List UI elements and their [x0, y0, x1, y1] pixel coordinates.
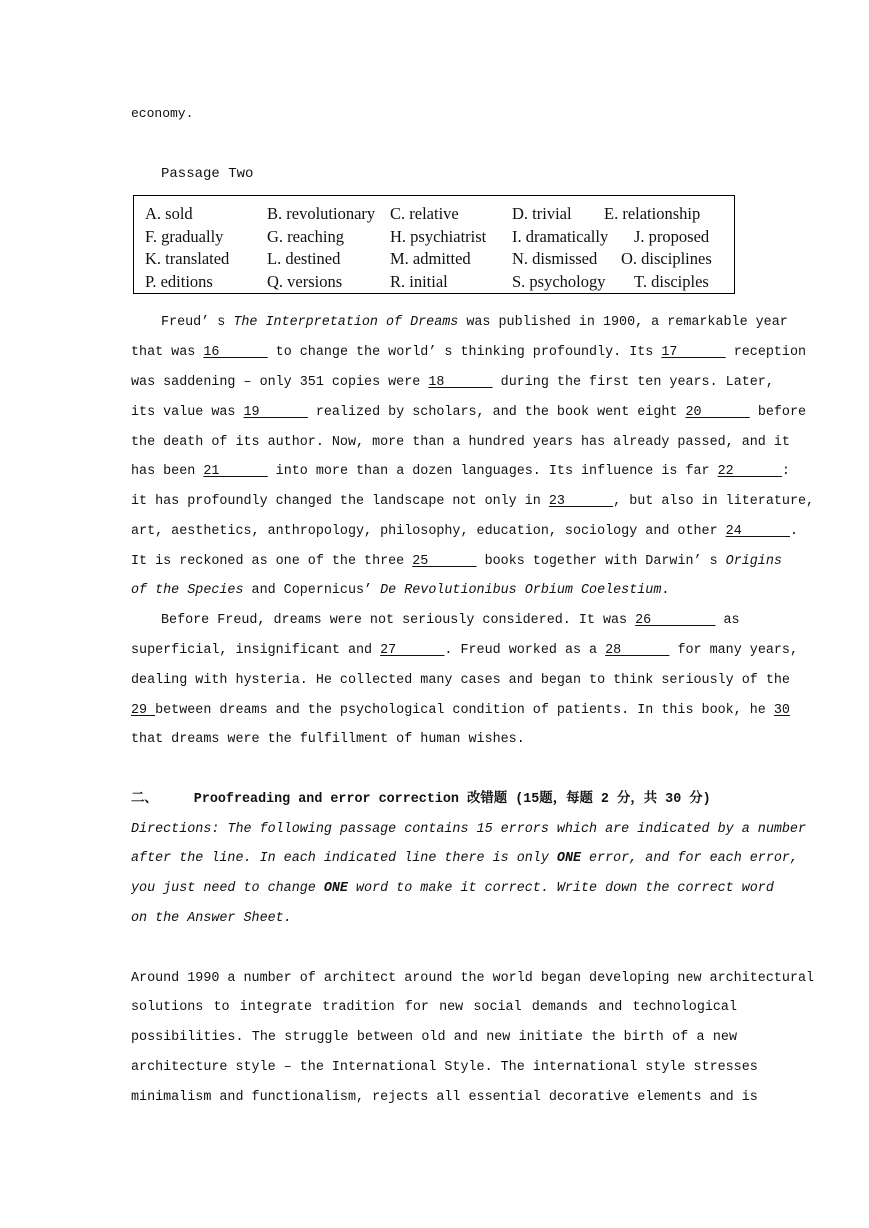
blank-17: 17 [661, 345, 726, 360]
word-option: O. disciplines [621, 249, 712, 268]
word-option: B. revolutionary [267, 204, 376, 223]
word-option: S. psychology [512, 272, 606, 291]
section-heading [131, 790, 737, 810]
passage-line: Before Freud, dreams were not seriously considered. It was 26 as [161, 613, 740, 628]
blank-24: 24 [725, 524, 790, 539]
word-option: D. trivial [512, 204, 572, 223]
passage-line: its value was 19 realized by scholars, and the book went eight 20 before [131, 405, 807, 420]
word-bank-box [133, 195, 735, 294]
word-option: F. gradually [145, 227, 224, 246]
passage-line: was saddening – only 351 copies were 18 during the first ten years. Later, [131, 375, 774, 390]
passage-line: art, aesthetics, anthropology, philosophy, education, sociology and other 24 . [131, 524, 798, 539]
blank-18: 18 [428, 375, 493, 390]
proofreading-line: solutions to integrate tradition for new social demands and technological [131, 1000, 737, 1015]
blank-20: 20 [685, 405, 750, 420]
directions-line: Directions: The following passage contains 15 errors which are indicated by a number [131, 822, 806, 837]
blank-27: 27 [380, 643, 445, 658]
word-option: G. reaching [267, 227, 344, 246]
word-option: A. sold [145, 204, 193, 223]
blank-23: 23 [548, 494, 614, 509]
section-title: Proofreading and error correction 改错题 (15题，每题 2 分，共 30 分) [193, 792, 711, 807]
word-option: C. relative [390, 204, 459, 223]
blank-22: 22 [717, 464, 782, 479]
blank-30: 30 [773, 703, 790, 718]
word-option: N. dismissed [512, 249, 598, 268]
blank-29: 29 [131, 703, 156, 718]
passage-title: Passage Two [161, 166, 254, 182]
proofreading-line: possibilities. The struggle between old and new initiate the birth of a new [131, 1030, 737, 1045]
word-option: T. disciples [634, 272, 709, 291]
passage-line: has been 21 into more than a dozen languages. Its influence is far 22 : [131, 464, 790, 479]
word-option: L. destined [267, 249, 341, 268]
passage-line: that dreams were the fulfillment of human wishes. [131, 732, 525, 747]
book-title: The Interpretation of Dreams [233, 315, 459, 330]
word-option: H. psychiatrist [390, 227, 487, 246]
word-option: Q. versions [267, 272, 343, 291]
blank-21: 21 [203, 464, 268, 479]
passage-line: that was 16 to change the world’ s thinking profoundly. Its 17 reception [131, 345, 807, 360]
word-option: J. proposed [634, 227, 710, 246]
blank-28: 28 [605, 643, 670, 658]
directions-line: you just need to change ONE word to make it correct. Write down the correct word [131, 881, 774, 896]
directions-line: on the Answer Sheet. [131, 911, 292, 926]
passage-line: it has profoundly changed the landscape not only in 23 , but also in literature, [131, 494, 815, 509]
proofreading-line: architecture style – the International Style. The international style stresses [131, 1060, 758, 1075]
word-option: K. translated [145, 249, 230, 268]
passage-line: dealing with hysteria. He collected many cases and began to think seriously of the [131, 673, 790, 688]
blank-19: 19 [243, 405, 308, 420]
blank-26: 26 [635, 613, 716, 628]
word-option: I. dramatically [512, 227, 609, 246]
passage-line: It is reckoned as one of the three 25 books together with Darwin’ s Origins [131, 554, 782, 569]
blank-16: 16 [203, 345, 268, 360]
proofreading-line: minimalism and functionalism, rejects all essential decorative elements and is [131, 1090, 758, 1105]
word-option: R. initial [390, 272, 448, 291]
word-option: E. relationship [604, 204, 701, 223]
previous-text: economy. [131, 106, 194, 121]
proofreading-line: Around 1990 a number of architect around the world began developing new architectural [131, 971, 815, 986]
passage-line: of the Species and Copernicus’ De Revolutionibus Orbium Coelestium. [131, 583, 670, 598]
section-number: 二、 [131, 792, 158, 807]
passage-line: Freud’ s The Interpretation of Dreams was published in 1900, a remarkable year [161, 315, 788, 330]
passage-line: the death of its author. Now, more than a hundred years has already passed, and it [131, 435, 790, 450]
passage-line: superficial, insignificant and 27 . Freud worked as a 28 for many years, [131, 643, 798, 658]
word-option: M. admitted [390, 249, 471, 268]
blank-25: 25 [412, 554, 477, 569]
word-option: P. editions [145, 272, 213, 291]
passage-line: 29 between dreams and the psychological condition of patients. In this book, he 30 [131, 703, 790, 718]
directions-line: after the line. In each indicated line there is only ONE error, and for each error, [131, 851, 798, 866]
